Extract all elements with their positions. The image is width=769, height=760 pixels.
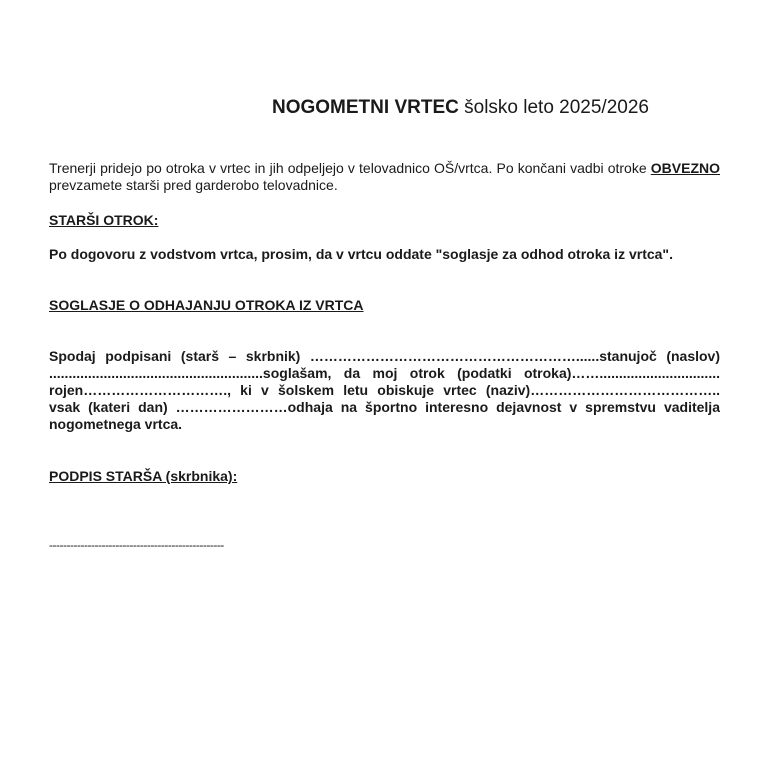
signature-line: -------------------------------------------------- [49,538,224,552]
intro-paragraph [49,160,720,194]
document-title [272,96,649,120]
consent-form-text [49,348,720,433]
parents-note: Po dogovoru z vodstvom vrtca, prosim, da v vrtcu oddate "soglasje za odhod otroka iz vrtca". [49,246,673,262]
intro-text-part1: Trenerji pridejo po otroka v vrtec in jih odpeljejo v telovadnico OŠ/vrtca. Po končani vadbi otroke [49,160,651,176]
title-main: NOGOMETNI VRTEC [272,97,459,118]
form-line-born: rojen…………………………., ki v šolskem letu obiskuje vrtec (naziv)………………………………….. [49,382,720,398]
title-school-year: šolsko leto 2025/2026 [458,97,649,118]
section-heading-signature: PODPIS STARŠA (skrbnika): [49,468,238,484]
intro-text-part2: prevzamete starši pred garderobo telovadnice. [49,177,338,193]
section-heading-starsi: STARŠI OTROK: [49,212,159,228]
form-line-parent: Spodaj podpisani (starš – skrbnik) …………………………………………………......stanujoč (naslov) [49,348,720,364]
form-line-consent: .......................................................soglašam, da moj otrok (podatki otroka)……............................... [49,365,720,381]
intro-emphasis: OBVEZNO [650,160,720,176]
form-line-day: vsak (kateri dan) ……………………odhaja na športno interesno dejavnost v spremstvu vaditelja [49,399,720,415]
form-line-end: nogometnega vrtca. [49,416,183,432]
section-heading-soglasje: SOGLASJE O ODHAJANJU OTROKA IZ VRTCA [49,297,364,313]
